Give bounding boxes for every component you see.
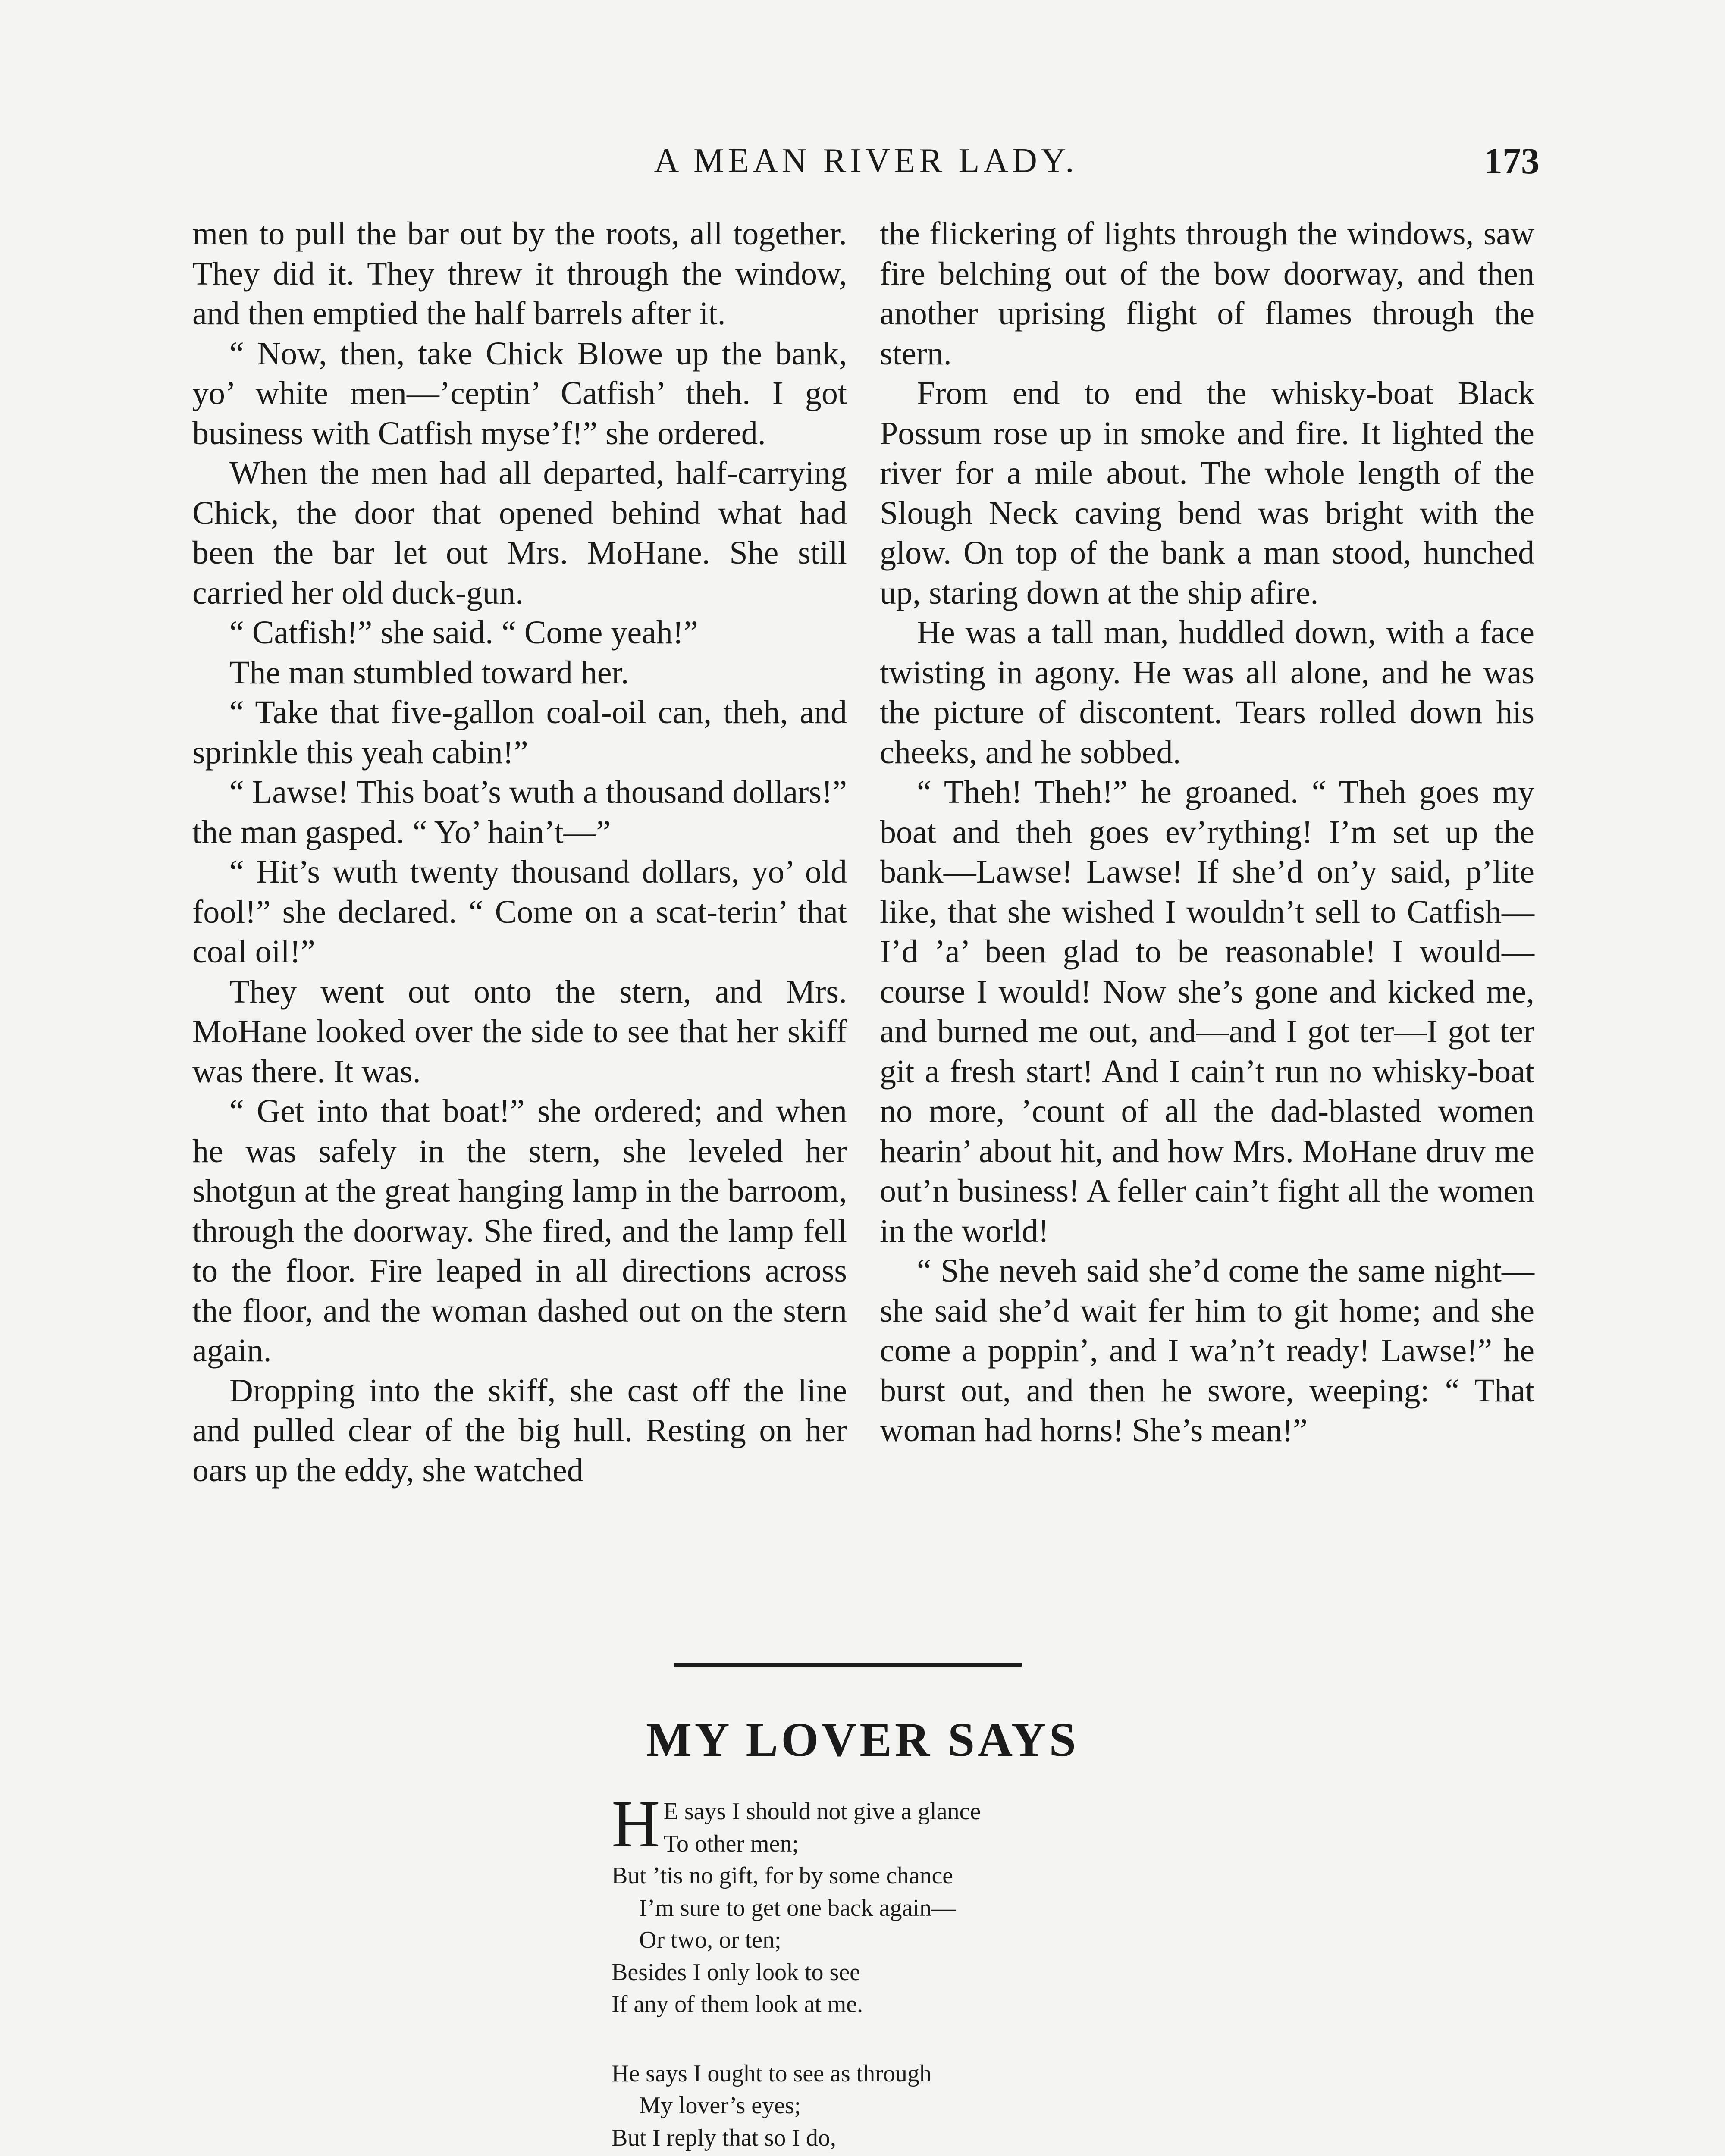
poem-line: Or two, or ten; <box>639 1927 781 1953</box>
poem-stanza-1 <box>612 1786 1151 2021</box>
poem-line: But I reply that so I do, <box>612 2124 837 2151</box>
story-paragraph: “ Lawse! This boat’s wuth a thousand dollars!” the man gasped. “ Yo’ hain’t—” <box>192 774 847 850</box>
poem-line: E says I should not give a glance <box>663 1798 981 1825</box>
story-paragraph: “ Take that five-gallon coal-oil can, theh, and sprinkle this yeah cabin!” <box>192 694 847 771</box>
story-paragraph: “ Now, then, take Chick Blowe up the bank, yo’ white men—’ceptin’ Catfish’ theh. I got business with Catfish myse’f!” she ordered. <box>192 335 847 451</box>
page-number: 173 <box>1484 140 1540 182</box>
running-head <box>192 137 1540 185</box>
story-paragraph: The man stumbled toward her. <box>229 654 629 691</box>
poem-line: To other men; <box>663 1830 799 1857</box>
story-paragraph: He was a tall man, huddled down, with a face twisting in agony. He was all alone, and he was the picture of discontent. Tears rolled down his cheeks, and he sobbed. <box>880 614 1534 771</box>
poem-line: Besides I only look to see <box>612 1959 861 1986</box>
poem-stanza-2 <box>612 2058 1151 2156</box>
story-paragraph: Dropping into the skiff, she cast off the line and pulled clear of the big hull. Resting on her oars up the eddy, she watched <box>192 1372 847 1489</box>
story-paragraph: They went out onto the stern, and Mrs. MoHane looked over the side to see that her skiff was there. It was. <box>192 973 847 1090</box>
poem-line: But ’tis no gift, for by some chance <box>612 1862 953 1889</box>
stanza-gap <box>612 2021 1151 2058</box>
story-paragraph: “ Catfish!” she said. “ Come yeah!” <box>229 614 698 651</box>
running-title: A MEAN RIVER LADY. <box>654 142 1078 180</box>
story-paragraph: “ She neveh said she’d come the same night—she said she’d wait fer him to git home; and she come a poppin’, and I wa’n’t ready! Lawse!” he burst out, and then he swore, weeping: “ That woman had horns! She’s mean!” <box>880 1253 1534 1448</box>
story-paragraph: “ Hit’s wuth twenty thousand dollars, yo’ old fool!” she declared. “ Come on a scat-terin’ that coal oil!” <box>192 854 847 970</box>
story-paragraph: From end to end the whisky-boat Black Possum rose up in smoke and fire. It lighted the river for a mile about. The whole length of the Slough Neck caving bend was bright with the glow. On top of the bank a man stood, hunched up, staring down at the ship afire. <box>880 375 1534 611</box>
poem-body <box>612 1786 1151 2156</box>
poem-line: My lover’s eyes; <box>639 2092 801 2119</box>
story-paragraph: the flickering of lights through the windows, saw fire belching out of the bow doorway, and then another uprising flight of flames through the stern. <box>880 216 1534 372</box>
section-divider-rule <box>674 1663 1022 1667</box>
story-paragraph: When the men had all departed, half-carrying Chick, the door that opened behind what had been the bar let out Mrs. MoHane. She still carried her old duck-gun. <box>192 455 847 611</box>
drop-cap-letter: H <box>612 1786 660 1861</box>
poem-line: I’m sure to get one back again— <box>639 1894 956 1921</box>
story-paragraph: “ Theh! Theh!” he groaned. “ Theh goes my boat and theh goes ev’rything! I’m set up the bank—Lawse! Lawse! If she’d on’y said, p’lite like, that she wished I wouldn’t sell to Catfish—I’d ’a’ been glad to be reasonable! I would—course I would! Now she’s gone and kicked me, and burned me out, and—and I got ter—I got ter git a fresh start! And I cain’t run no whisky-boat no more, ’count of all the dad-blasted women hearin’ about hit, and how Mrs. MoHane druv me out’n business! A feller cain’t fight all the women in the world! <box>880 774 1534 1249</box>
story-column-right <box>880 214 1534 1451</box>
story-paragraph: “ Get into that boat!” she ordered; and when he was safely in the stern, she leveled her shotgun at the great hanging lamp in the barroom, through the doorway. She fired, and the lamp fell to the floor. Fire leaped in all directions across the floor, and the woman dashed out on the stern again. <box>192 1093 847 1369</box>
story-paragraph: men to pull the bar out by the roots, all together. They did it. They threw it through the window, and then emptied the half barrels after it. <box>192 216 847 332</box>
poem-line: If any of them look at me. <box>612 1991 863 2018</box>
story-column-left <box>192 214 847 1490</box>
poem-line <box>612 2154 1151 2156</box>
poem-title: MY LOVER SAYS <box>646 1713 1079 1767</box>
poem-line: He says I ought to see as through <box>612 2060 932 2087</box>
